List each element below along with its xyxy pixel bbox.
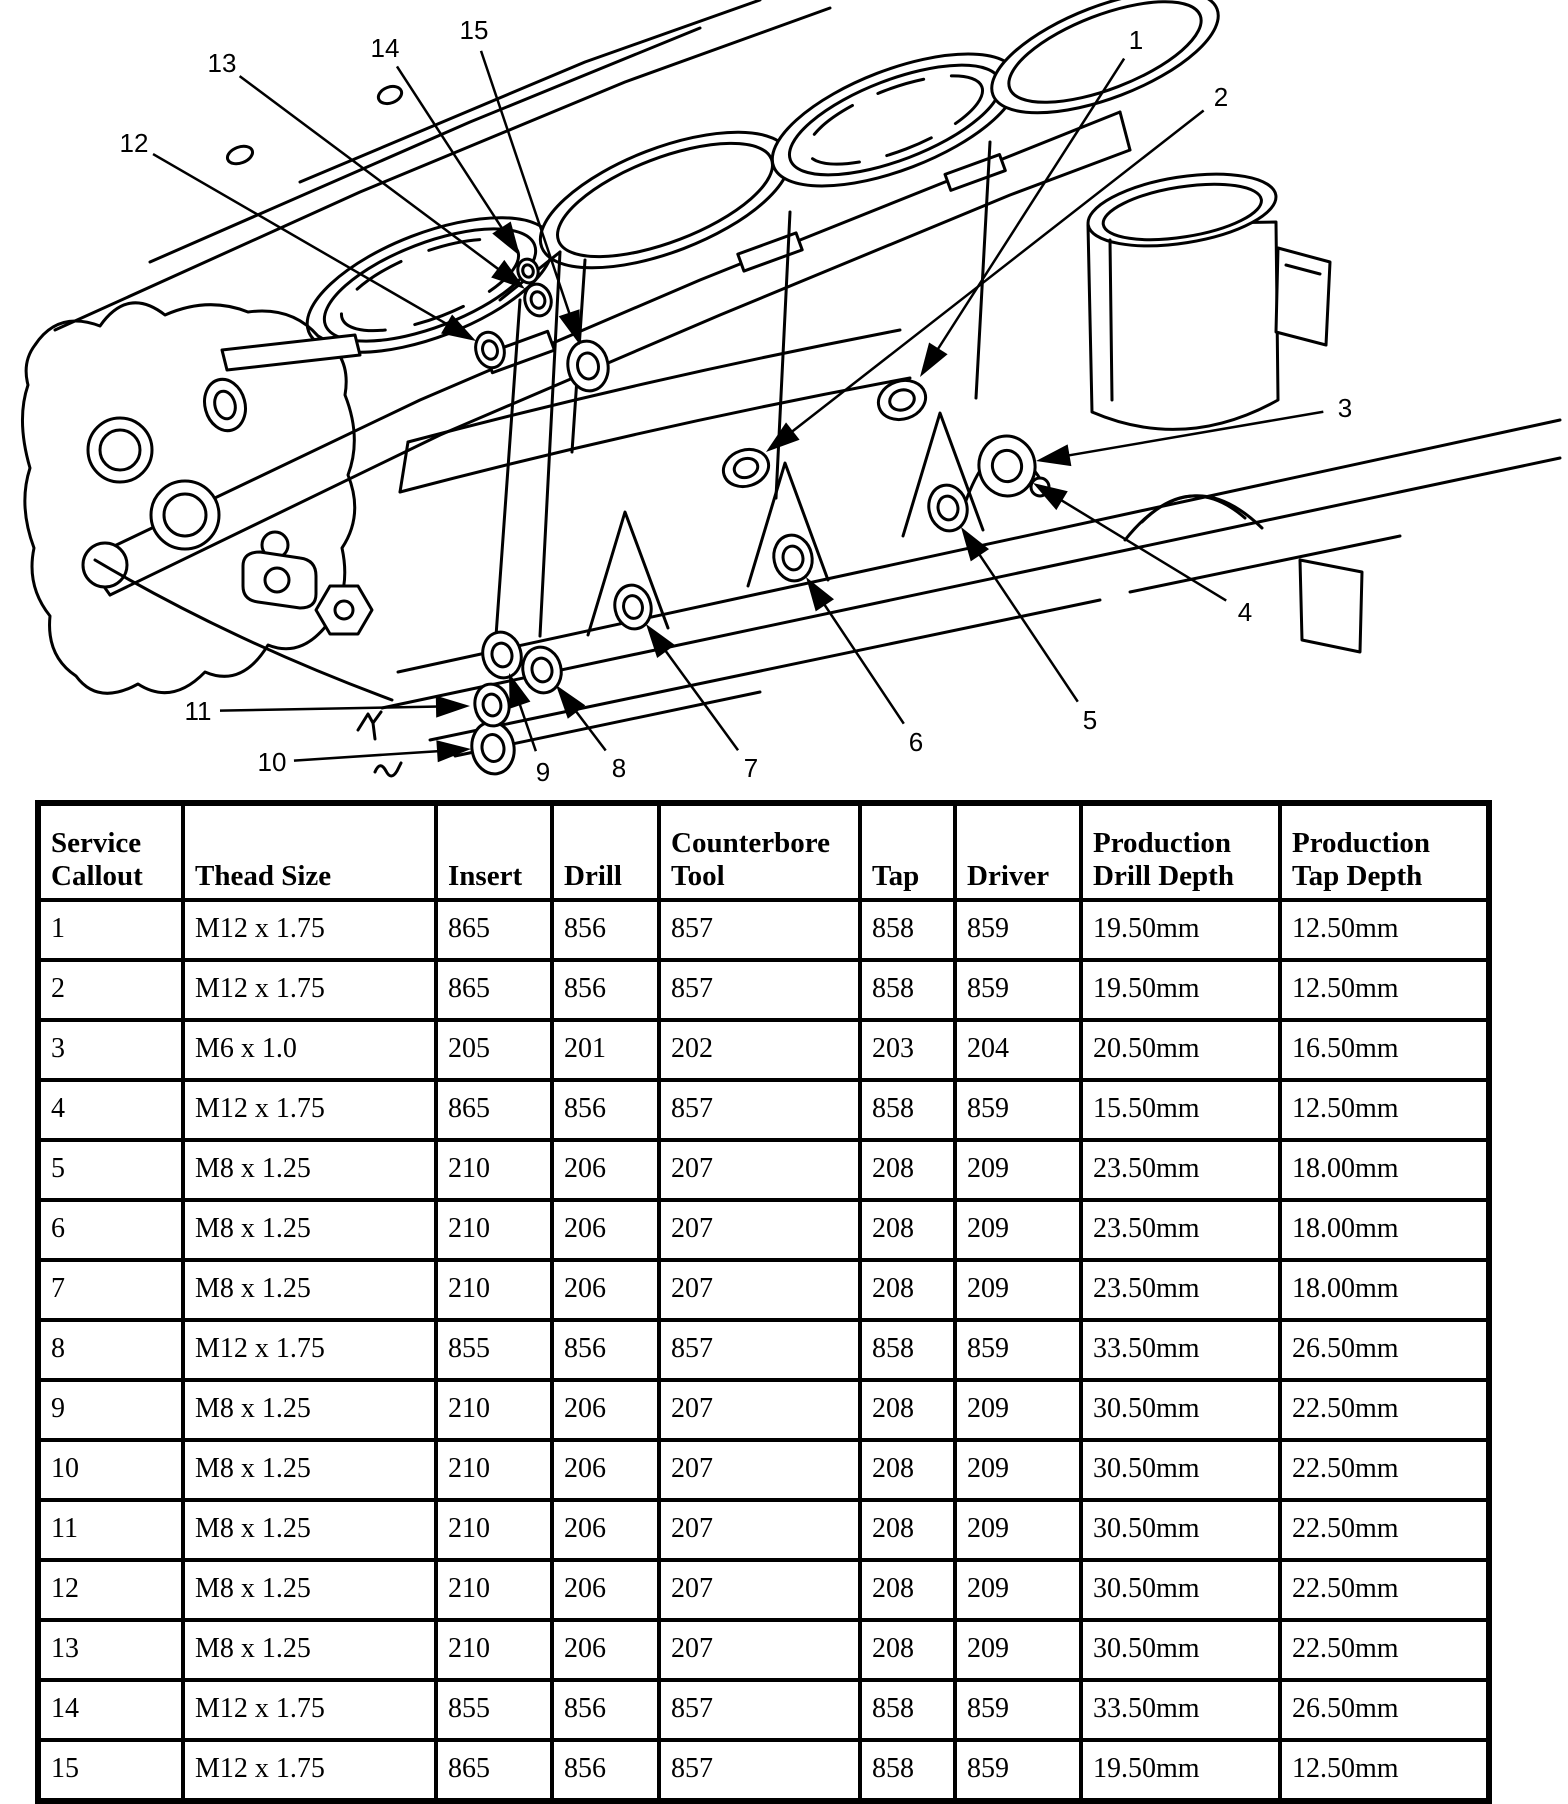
callout-leader-line (1059, 499, 1227, 601)
table-cell: 210 (436, 1260, 552, 1320)
table-cell: 865 (436, 960, 552, 1020)
table-cell: 208 (860, 1200, 955, 1260)
table-cell: 206 (552, 1380, 659, 1440)
table-cell: 856 (552, 1080, 659, 1140)
table-cell: M12 x 1.75 (183, 960, 436, 1020)
table-cell: 206 (552, 1140, 659, 1200)
table-cell: 16.50mm (1280, 1020, 1489, 1080)
table-cell: 205 (436, 1020, 552, 1080)
figure-callout (961, 527, 1097, 735)
callout-number: 13 (207, 48, 237, 78)
table-cell: 858 (860, 1740, 955, 1801)
callout-leader-line (978, 552, 1078, 702)
table-cell: 19.50mm (1081, 1740, 1280, 1801)
table-cell: 859 (955, 1080, 1081, 1140)
callout-number: 7 (743, 753, 759, 783)
table-cell: 209 (955, 1140, 1081, 1200)
table-cell: 857 (659, 960, 860, 1020)
table-cell: 22.50mm (1280, 1440, 1489, 1500)
table-cell: 22.50mm (1280, 1620, 1489, 1680)
table-row (38, 1140, 1489, 1200)
table-cell: 9 (38, 1380, 183, 1440)
engine-block-art (22, 0, 1560, 776)
table-header (38, 803, 1489, 900)
table-cell: 33.50mm (1081, 1320, 1280, 1380)
column-header: Tap (860, 803, 955, 900)
table-cell: 856 (552, 1740, 659, 1801)
table-cell: 18.00mm (1280, 1260, 1489, 1320)
table-row (38, 1440, 1489, 1500)
callout-arrowhead (436, 740, 471, 762)
table-cell: 2 (38, 960, 183, 1020)
table-cell: 865 (436, 1740, 552, 1801)
table-cell: 8 (38, 1320, 183, 1380)
column-header: Driver (955, 803, 1081, 900)
table-cell: 208 (860, 1500, 955, 1560)
table-cell: 209 (955, 1620, 1081, 1680)
table-cell: 201 (552, 1020, 659, 1080)
bolt-hole-boss (770, 532, 817, 585)
table-row (38, 1260, 1489, 1320)
column-header: Production Drill Depth (1081, 803, 1280, 900)
table-cell: 207 (659, 1440, 860, 1500)
table-cell: 30.50mm (1081, 1440, 1280, 1500)
table-cell: 5 (38, 1140, 183, 1200)
callout-leader-line (220, 707, 440, 711)
callout-number: 1 (1128, 25, 1144, 55)
callout-leader-line (823, 602, 904, 724)
table-cell: 207 (659, 1140, 860, 1200)
table-cell: 30.50mm (1081, 1500, 1280, 1560)
table-cell: 856 (552, 1320, 659, 1380)
table-cell: M12 x 1.75 (183, 1680, 436, 1740)
table-row (38, 1680, 1489, 1740)
table-cell: 857 (659, 1080, 860, 1140)
table-cell: 210 (436, 1140, 552, 1200)
table-cell: 30.50mm (1081, 1560, 1280, 1620)
column-header: Service Callout (38, 803, 183, 900)
table-cell: 857 (659, 1680, 860, 1740)
table-row (38, 1020, 1489, 1080)
table-cell: 18.00mm (1280, 1140, 1489, 1200)
table-cell: 858 (860, 1080, 955, 1140)
table-cell: 14 (38, 1680, 183, 1740)
table-cell: 33.50mm (1081, 1680, 1280, 1740)
table-cell: 30.50mm (1081, 1380, 1280, 1440)
table-cell: 207 (659, 1380, 860, 1440)
table-cell: 856 (552, 1680, 659, 1740)
callout-leader-line (294, 751, 441, 761)
table-cell: 208 (860, 1620, 955, 1680)
callout-number: 10 (257, 747, 287, 777)
table-cell: 206 (552, 1440, 659, 1500)
callout-number: 11 (184, 696, 212, 726)
table-cell: 855 (436, 1320, 552, 1380)
service-callout-table-wrap (35, 800, 1486, 1804)
callout-number: 5 (1082, 705, 1098, 735)
table-cell: 210 (436, 1620, 552, 1680)
table-row (38, 1080, 1489, 1140)
table-cell: 208 (860, 1140, 955, 1200)
bolt-hole-boss (564, 338, 612, 394)
engine-block-illustration (0, 0, 1568, 790)
table-cell: 210 (436, 1440, 552, 1500)
callout-arrowhead (806, 577, 834, 611)
table-cell: 865 (436, 900, 552, 960)
table-cell: 207 (659, 1560, 860, 1620)
column-header: Production Tap Depth (1280, 803, 1489, 900)
bolt-hole-boss (974, 432, 1040, 501)
table-cell: 12.50mm (1280, 1740, 1489, 1801)
table-cell: 18.00mm (1280, 1200, 1489, 1260)
callout-number: 9 (535, 757, 551, 787)
table-row (38, 960, 1489, 1020)
table-cell: 859 (955, 1740, 1081, 1801)
table-cell: 3 (38, 1020, 183, 1080)
table-cell: M8 x 1.25 (183, 1260, 436, 1320)
table-cell: 209 (955, 1260, 1081, 1320)
callout-number: 12 (119, 128, 149, 158)
table-cell: 208 (860, 1560, 955, 1620)
table-cell: 856 (552, 960, 659, 1020)
table-cell: M6 x 1.0 (183, 1020, 436, 1080)
table-cell: 206 (552, 1560, 659, 1620)
table-cell: 858 (860, 900, 955, 960)
bolt-hole-boss (468, 719, 518, 778)
table-cell: 207 (659, 1200, 860, 1260)
bolt-hole-bosses (468, 257, 1040, 778)
figure-callout (258, 740, 471, 777)
table-cell: 865 (436, 1080, 552, 1140)
service-callout-table (35, 800, 1492, 1804)
table-row (38, 1740, 1489, 1801)
callout-arrowhead (1036, 444, 1071, 466)
table-cell: 12.50mm (1280, 960, 1489, 1020)
figure-callout (371, 33, 520, 256)
table-cell: M8 x 1.25 (183, 1140, 436, 1200)
table-cell: 208 (860, 1260, 955, 1320)
table-row (38, 1320, 1489, 1380)
table-cell: 19.50mm (1081, 960, 1280, 1020)
table-cell: 209 (955, 1560, 1081, 1620)
table-cell: 210 (436, 1380, 552, 1440)
callout-arrowhead (646, 624, 675, 658)
bolt-hole-boss (719, 444, 774, 492)
callout-arrowhead (920, 342, 948, 377)
table-cell: 210 (436, 1500, 552, 1560)
callout-arrowhead (436, 696, 470, 718)
callout-leader-line (519, 701, 536, 751)
table-row (38, 1560, 1489, 1620)
table-header-row (38, 803, 1489, 900)
table-cell: 859 (955, 1320, 1081, 1380)
table-cell: 204 (955, 1020, 1081, 1080)
table-cell: 208 (860, 1440, 955, 1500)
table-cell: M12 x 1.75 (183, 1320, 436, 1380)
table-cell: 23.50mm (1081, 1260, 1280, 1320)
table-cell: 209 (955, 1500, 1081, 1560)
table-cell: 4 (38, 1080, 183, 1140)
table-cell: 207 (659, 1260, 860, 1320)
table-cell: 22.50mm (1280, 1500, 1489, 1560)
column-header: Insert (436, 803, 552, 900)
table-cell: M8 x 1.25 (183, 1560, 436, 1620)
table-cell: M8 x 1.25 (183, 1380, 436, 1440)
table-cell: 209 (955, 1200, 1081, 1260)
table-cell: 857 (659, 900, 860, 960)
table-cell: 12.50mm (1280, 1080, 1489, 1140)
callout-leader-line (240, 76, 501, 271)
table-cell: 859 (955, 900, 1081, 960)
callout-number: 6 (908, 727, 924, 757)
table-row (38, 900, 1489, 960)
table-cell: 206 (552, 1500, 659, 1560)
table-cell: 857 (659, 1320, 860, 1380)
table-cell: 207 (659, 1500, 860, 1560)
table-cell: 206 (552, 1200, 659, 1260)
table-cell: 859 (955, 960, 1081, 1020)
table-cell: 857 (659, 1740, 860, 1801)
table-cell: 209 (955, 1380, 1081, 1440)
table-cell: 30.50mm (1081, 1620, 1280, 1680)
table-cell: M8 x 1.25 (183, 1500, 436, 1560)
table-cell: 7 (38, 1260, 183, 1320)
table-cell: 209 (955, 1440, 1081, 1500)
table-cell: M12 x 1.75 (183, 1740, 436, 1801)
callout-number: 3 (1337, 393, 1353, 423)
callout-number: 8 (611, 753, 627, 783)
table-row (38, 1620, 1489, 1680)
table-cell: 210 (436, 1200, 552, 1260)
bolt-hole-boss (925, 482, 972, 535)
table-cell: 1 (38, 900, 183, 960)
table-cell: 15.50mm (1081, 1080, 1280, 1140)
table-cell: 202 (659, 1020, 860, 1080)
table-cell: 210 (436, 1560, 552, 1620)
table-cell: 15 (38, 1740, 183, 1801)
callout-arrowhead (766, 422, 800, 452)
table-cell: 858 (860, 1680, 955, 1740)
table-cell: 858 (860, 960, 955, 1020)
table-cell: 22.50mm (1280, 1380, 1489, 1440)
callout-number: 2 (1213, 82, 1229, 112)
table-cell: 23.50mm (1081, 1140, 1280, 1200)
bolt-hole-boss (478, 628, 526, 682)
table-cell: 12.50mm (1280, 900, 1489, 960)
column-header: Drill (552, 803, 659, 900)
table-cell: 12 (38, 1560, 183, 1620)
table-cell: 26.50mm (1280, 1320, 1489, 1380)
table-cell: 10 (38, 1440, 183, 1500)
table-cell: M8 x 1.25 (183, 1620, 436, 1680)
table-cell: 206 (552, 1620, 659, 1680)
callout-number: 14 (370, 33, 400, 63)
table-cell: 207 (659, 1620, 860, 1680)
callout-number: 4 (1237, 597, 1253, 627)
figure-callout (185, 696, 471, 726)
table-cell: M12 x 1.75 (183, 900, 436, 960)
table-cell: 22.50mm (1280, 1560, 1489, 1620)
table-cell: 859 (955, 1680, 1081, 1740)
figure-callout (1033, 483, 1252, 627)
column-header: Counterbore Tool (659, 803, 860, 900)
table-cell: 6 (38, 1200, 183, 1260)
table-cell: M8 x 1.25 (183, 1200, 436, 1260)
table-cell: 11 (38, 1500, 183, 1560)
table-cell: 203 (860, 1020, 955, 1080)
table-cell: 858 (860, 1320, 955, 1380)
engine-block-figure (0, 0, 1568, 790)
table-cell: 208 (860, 1380, 955, 1440)
table-cell: 206 (552, 1260, 659, 1320)
table-cell: M12 x 1.75 (183, 1080, 436, 1140)
table-body (38, 900, 1489, 1801)
callout-number: 15 (459, 15, 489, 45)
table-cell: M8 x 1.25 (183, 1440, 436, 1500)
table-row (38, 1380, 1489, 1440)
table-row (38, 1200, 1489, 1260)
column-header: Thead Size (183, 803, 436, 900)
table-cell: 20.50mm (1081, 1020, 1280, 1080)
table-cell: 855 (436, 1680, 552, 1740)
table-cell: 23.50mm (1081, 1200, 1280, 1260)
table-cell: 856 (552, 900, 659, 960)
table-cell: 13 (38, 1620, 183, 1680)
table-cell: 26.50mm (1280, 1680, 1489, 1740)
figure-callout (806, 577, 923, 757)
table-row (38, 1500, 1489, 1560)
table-cell: 19.50mm (1081, 900, 1280, 960)
